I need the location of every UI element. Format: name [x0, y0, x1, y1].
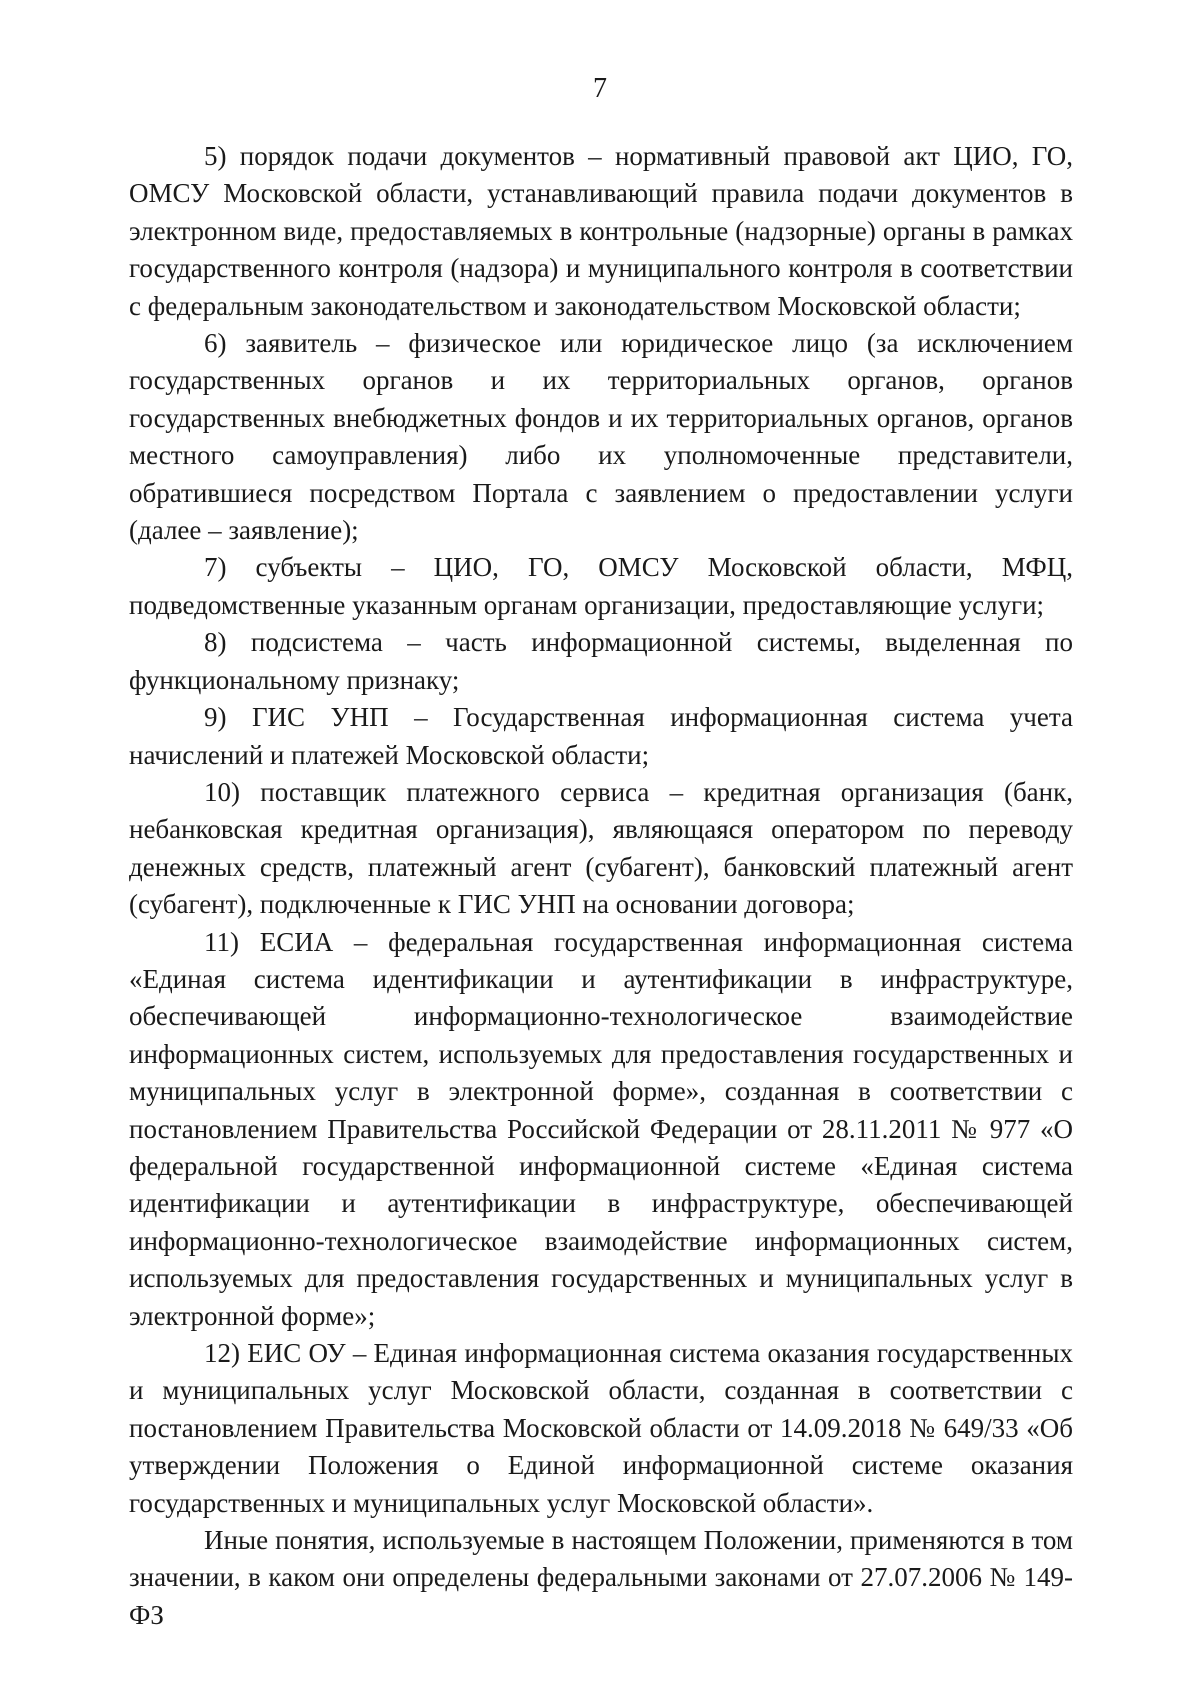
- definition-paragraph-7: 7) субъекты – ЦИО, ГО, ОМСУ Московской области, МФЦ, подведомственные указанным органам организации, предоставляющие услуги;: [129, 552, 1073, 620]
- document-body: [129, 138, 1073, 1634]
- closing-paragraph: Иные понятия, используемые в настоящем Положении, применяются в том значении, в каком они определены федеральными законами от 27.07.2006 № 149-ФЗ: [129, 1525, 1073, 1630]
- definition-paragraph-5: 5) порядок подачи документов – нормативный правовой акт ЦИО, ГО, ОМСУ Московской области, устанавливающий правила подачи документов в электронном виде, предоставляемых в контрольные (надзорные) органы в рамках государственного контроля (надзора) и муниципального контроля в соответствии с федеральным законодательством и законодательством Московской области;: [129, 141, 1073, 321]
- definition-paragraph-11: 11) ЕСИА – федеральная государственная информационная система «Единая система идентификации и аутентификации в инфраструктуре, обеспечивающей информационно-технологическое взаимодействие информационных систем, используемых для предоставления государственных и муниципальных услуг в электронной форме», созданная в соответствии с постановлением Правительства Российской Федерации от 28.11.2011 № 977 «О федеральной государственной информационной системе «Единая система идентификации и аутентификации в инфраструктуре, обеспечивающей информационно-технологическое взаимодействие информационных систем, используемых для предоставления государственных и муниципальных услуг в электронной форме»;: [129, 926, 1073, 1331]
- page-number: 7: [593, 73, 607, 104]
- definition-paragraph-8: 8) подсистема – часть информационной системы, выделенная по функциональному признаку;: [129, 627, 1073, 695]
- definition-paragraph-6: 6) заявитель – физическое или юридическое лицо (за исключением государственных органов и их территориальных органов, органов государственных внебюджетных фондов и их территориальных органов, органов местного самоуправления) либо их уполномоченные представители, обратившиеся посредством Портала с заявлением о предоставлении услуги (далее – заявление);: [129, 328, 1073, 546]
- definition-paragraph-9: 9) ГИС УНП – Государственная информационная система учета начислений и платежей Московской области;: [129, 702, 1073, 770]
- definition-paragraph-12: 12) ЕИС ОУ – Единая информационная система оказания государственных и муниципальных услуг Московской области, созданная в соответствии с постановлением Правительства Московской области от 14.09.2018 № 649/33 «Об утверждении Положения о Единой информационной системе оказания государственных и муниципальных услуг Московской области».: [129, 1338, 1073, 1518]
- definition-paragraph-10: 10) поставщик платежного сервиса – кредитная организация (банк, небанковская кредитная организация), являющаяся оператором по переводу денежных средств, платежный агент (субагент), банковский платежный агент (субагент), подключенные к ГИС УНП на основании договора;: [129, 776, 1073, 920]
